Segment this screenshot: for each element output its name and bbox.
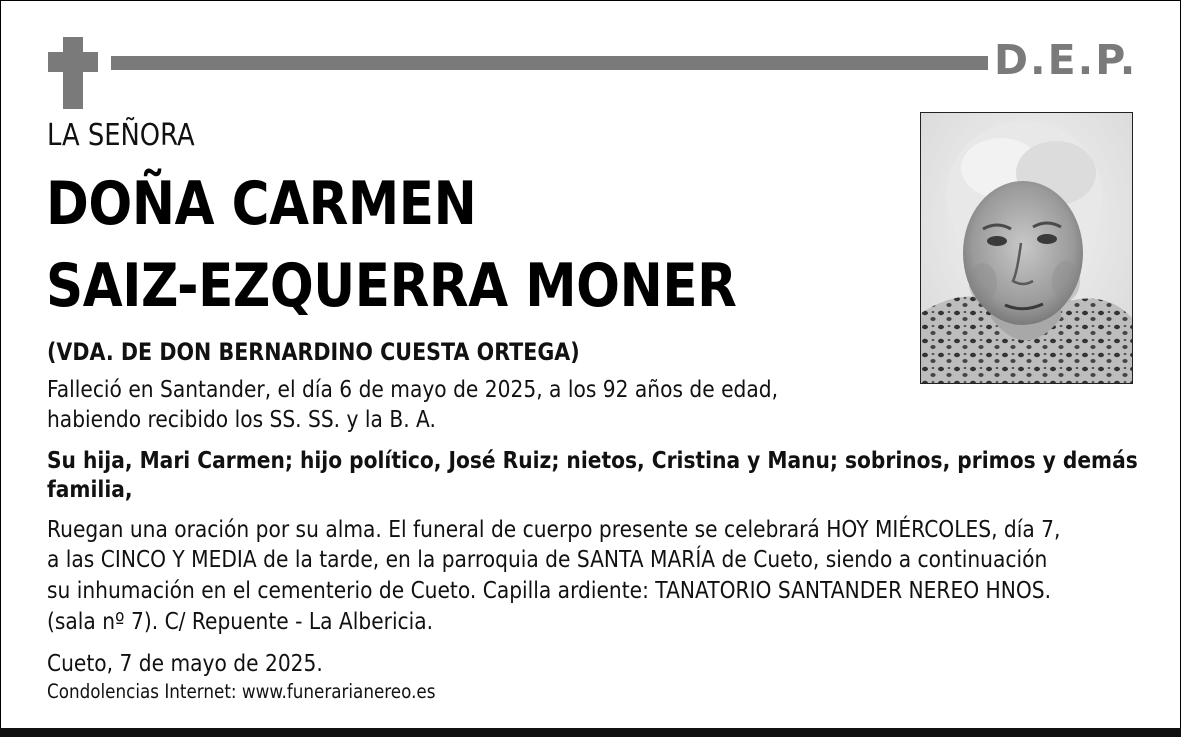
death-notice-line1: Falleció en Santander, el día 6 de mayo de 2025, a los 92 años de edad, — [47, 375, 779, 403]
service-line2: a las CINCO Y MEDIA de la tarde, en la parroquia de SANTA MARÍA de Cueto, siendo a continuación — [47, 545, 1048, 573]
intro-label: LA SEÑORA — [47, 118, 195, 153]
condolences-line: Condolencias Internet: www.funerarianereo.es — [47, 680, 436, 703]
cross-vertical-bar — [63, 37, 83, 109]
deceased-name-line1: DOÑA CARMEN — [46, 169, 477, 239]
service-line4: (sala nº 7). C/ Repuente - La Albericia. — [47, 607, 434, 635]
deceased-name-line2: SAIZ-EZQUERRA MONER — [46, 251, 737, 321]
dep-heading: D.E.P. — [994, 36, 1138, 84]
service-line1: Ruegan una oración por su alma. El funeral de cuerpo presente se celebrará HOY MIÉRCOLES, día 7, — [47, 515, 1061, 543]
service-line3: su inhumación en el cementerio de Cueto. Capilla ardiente: TANATORIO SANTANDER NEREO HNOS. — [47, 576, 1052, 604]
header-rule — [111, 56, 988, 70]
family-line2: familia, — [47, 475, 133, 503]
portrait-photo — [920, 112, 1133, 384]
family-line1: Su hija, Mari Carmen; hijo político, José Ruiz; nietos, Cristina y Manu; sobrinos, primos y demás — [47, 446, 1138, 474]
bottom-border — [0, 728, 1181, 737]
death-notice-line2: habiendo recibido los SS. SS. y la B. A. — [47, 405, 436, 433]
place-date: Cueto, 7 de mayo de 2025. — [47, 649, 323, 677]
widow-of-line: (VDA. DE DON BERNARDINO CUESTA ORTEGA) — [47, 338, 580, 366]
cross-horizontal-bar — [48, 52, 98, 72]
